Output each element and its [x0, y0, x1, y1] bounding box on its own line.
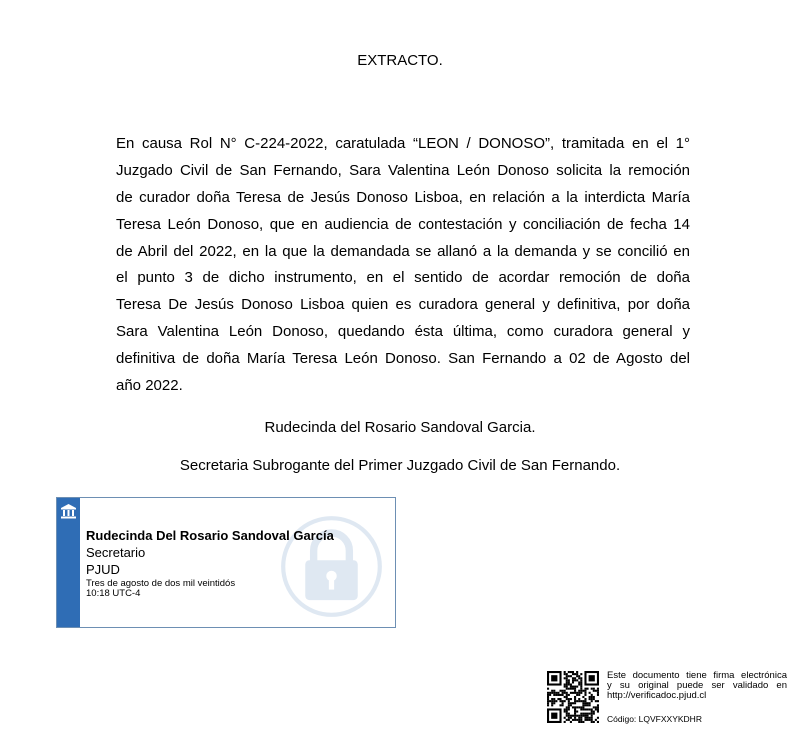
body-line: Teresa De Jesús Donoso Lisboa quien es curadora general y definitiva, por doña: [116, 296, 690, 314]
signature-accent-bar: [57, 498, 80, 627]
body-line: de Abril del 2022, en la que la demandada se allanó a la demanda y se concilió en: [116, 242, 690, 260]
signature-signer-name: Rudecinda Del Rosario Sandoval García: [86, 528, 334, 543]
body-line: En causa Rol N° C-224-2022, caratulada “LEON / DONOSO”, tramitada en el 1°: [116, 135, 690, 152]
body-line: de curador doña Teresa de Jesús Donoso Lisboa, en relación a la interdicta María: [116, 188, 690, 206]
signature-time: 10:18 UTC-4: [86, 588, 141, 599]
verification-code: Código: LQVFXXYKDHR: [607, 714, 702, 724]
signature-organization: PJUD: [86, 562, 120, 577]
body-line: el punto 3 de dicho instrumento, en el sentido de acordar remoción de doña: [116, 269, 690, 287]
signature-date: Tres de agosto de dos mil veintidós: [86, 578, 236, 589]
body-line: definitiva de doña María Teresa León Donoso. San Fernando a 02 de Agosto del: [116, 350, 690, 368]
electronic-signature-box: [56, 497, 396, 628]
body-line: Sara Valentina León Donoso, quedando ésta última, como curadora general y: [116, 323, 690, 341]
signer-title: Secretaria Subrogante del Primer Juzgado Civil de San Fernando.: [179, 457, 621, 474]
courthouse-icon: [60, 503, 77, 520]
verification-text: [607, 671, 787, 701]
signature-timestamp: [86, 579, 235, 599]
body-line: año 2022.: [116, 377, 183, 395]
document-title: EXTRACTO.: [357, 52, 443, 69]
signature-role: Secretario: [86, 545, 146, 560]
qr-code: [547, 671, 599, 723]
verification-line: y su original puede ser validado en: [607, 680, 787, 691]
signer-name: Rudecinda del Rosario Sandoval Garcia.: [264, 419, 536, 436]
body-line: Juzgado Civil de San Fernando, Sara Valentina León Donoso solicita la remoción: [116, 161, 690, 179]
body-line: Teresa León Donoso, que en audiencia de contestación y conciliación de fecha 14: [116, 215, 690, 233]
verification-url: http://verificadoc.pjud.cl: [607, 690, 707, 701]
document-body: [116, 131, 690, 400]
verification-line: Este documento tiene firma electrónica: [607, 670, 787, 681]
